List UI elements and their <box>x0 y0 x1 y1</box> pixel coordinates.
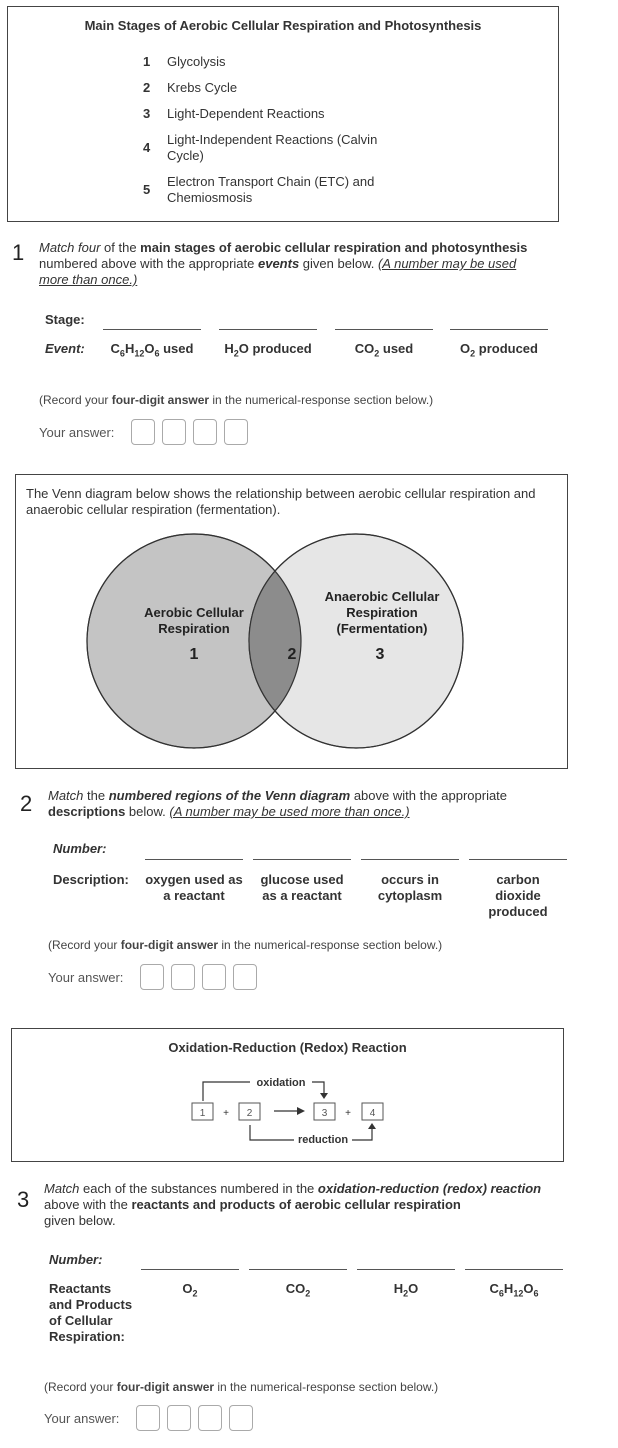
venn-left-number: 1 <box>189 646 199 663</box>
stage-item-label: Electron Transport Chain (ETC) and Chemiosmosis <box>167 174 375 205</box>
plus-sign-2: + <box>345 1108 351 1119</box>
venn-left-label-1: Aerobic Cellular <box>144 605 244 620</box>
stage-blank-1[interactable] <box>103 329 201 330</box>
record-text: (Record your <box>44 1380 117 1394</box>
redox-box-2-label: 2 <box>246 1108 253 1119</box>
answer-digit-1-3[interactable] <box>193 419 217 445</box>
answer-digit-1-1[interactable] <box>131 419 155 445</box>
reactants-products-label: Reactants and Products of Cellular Respiration: <box>49 1281 133 1344</box>
record-instruction-3 <box>44 1380 438 1394</box>
record-text: in the numerical-response section below.) <box>209 393 434 407</box>
stage-item-number: 1 <box>143 54 151 69</box>
prompt-note: (A number may be used more than once.) <box>39 256 517 287</box>
record-text: (Record your <box>39 393 112 407</box>
stage-blank-3[interactable] <box>335 329 433 330</box>
redox-box-1-label: 1 <box>199 1108 206 1119</box>
venn-right-label-2: Respiration <box>346 605 418 620</box>
answer-digit-1-2[interactable] <box>162 419 186 445</box>
prompt-text: given below. <box>299 256 378 271</box>
number-blank-2-1[interactable] <box>145 859 243 860</box>
reduction-label: reduction <box>297 1134 349 1146</box>
prompt-bold-italic: oxidation-reduction (redox) reaction <box>317 1181 542 1196</box>
number-blank-2-2[interactable] <box>253 859 351 860</box>
answer-digit-2-1[interactable] <box>140 964 164 990</box>
stage-item-number: 2 <box>143 80 151 95</box>
oxidation-label: oxidation <box>256 1077 306 1089</box>
prompt-text: numbered above with the appropriate <box>39 256 258 271</box>
stage-item-label: Krebs Cycle <box>167 80 238 95</box>
stage-item-5 <box>143 174 403 208</box>
venn-left-label-2: Respiration <box>158 621 230 636</box>
question-3-number: 3 <box>17 1187 30 1212</box>
record-bold: four-digit answer <box>111 393 210 407</box>
question-1-number: 1 <box>12 240 25 265</box>
stage-blank-4[interactable] <box>450 329 548 330</box>
event-label: Event: <box>45 341 85 356</box>
record-text: (Record your <box>48 938 121 952</box>
record-bold: four-digit answer <box>116 1380 215 1394</box>
event-co2-used: $CO_2$ used <box>354 341 414 359</box>
number-label-3: Number: <box>49 1252 103 1267</box>
record-bold: four-digit answer <box>120 938 219 952</box>
prompt-note: (A number may be used more than once.) <box>169 804 410 819</box>
stage-item-number: 3 <box>143 106 151 121</box>
stage-item-label: Light-Independent Reactions (Calvin Cycle) <box>167 132 378 163</box>
number-blank-3-4[interactable] <box>465 1269 563 1270</box>
your-answer-label-1: Your answer: <box>39 425 115 440</box>
record-instruction-2 <box>48 938 442 952</box>
number-blank-3-3[interactable] <box>357 1269 455 1270</box>
prompt-text: above with the <box>44 1197 132 1212</box>
your-answer-label-3: Your answer: <box>44 1411 120 1426</box>
question-1-prompt <box>39 240 549 288</box>
prompt-italic: Match <box>48 788 84 803</box>
stage-item-number: 4 <box>143 140 151 155</box>
prompt-text: the <box>83 788 109 803</box>
prompt-bold: descriptions <box>48 804 126 819</box>
number-blank-2-4[interactable] <box>469 859 567 860</box>
stage-item-number: 5 <box>143 182 151 197</box>
prompt-bold-italic: numbered regions of the Venn diagram <box>108 788 351 803</box>
prompt-text: above with the appropriate <box>350 788 508 803</box>
stages-title: Main Stages of Aerobic Cellular Respiration and Photosynthesis <box>84 18 482 33</box>
prompt-italic: Match four <box>39 240 101 255</box>
stage-item-4 <box>143 132 403 166</box>
event-glucose-used: $C_6H_{12}O_6$ used <box>110 341 194 359</box>
prompt-text: below. <box>125 804 170 819</box>
answer-digit-2-3[interactable] <box>202 964 226 990</box>
prompt-text: of the <box>100 240 141 255</box>
answer-digit-3-4[interactable] <box>229 1405 253 1431</box>
venn-box <box>15 474 568 769</box>
venn-mid-number: 2 <box>287 646 297 663</box>
your-answer-label-2: Your answer: <box>48 970 124 985</box>
prompt-bold-italic: events <box>257 256 300 271</box>
answer-digit-2-4[interactable] <box>233 964 257 990</box>
answer-digit-3-2[interactable] <box>167 1405 191 1431</box>
number-blank-3-2[interactable] <box>249 1269 347 1270</box>
desc-glucose-reactant: glucose used as a reactant <box>260 872 344 903</box>
stage-item-label: Glycolysis <box>167 54 226 69</box>
substance-co2: $CO_2$ <box>285 1281 311 1299</box>
answer-digit-2-2[interactable] <box>171 964 195 990</box>
event-water-produced: $H_2O$ produced <box>224 341 312 359</box>
stage-label: Stage: <box>45 312 85 327</box>
question-3-prompt <box>44 1181 559 1229</box>
record-text: in the numerical-response section below.) <box>218 938 443 952</box>
plus-sign-1: + <box>223 1108 229 1119</box>
desc-occurs-cytoplasm: occurs in cytoplasm <box>377 872 443 903</box>
description-label: Description: <box>53 872 129 887</box>
venn-right-number: 3 <box>375 646 385 663</box>
number-blank-2-3[interactable] <box>361 859 459 860</box>
reaction-arrow <box>297 1107 305 1115</box>
venn-diagram <box>16 475 567 768</box>
answer-digit-3-1[interactable] <box>136 1405 160 1431</box>
redox-box-4-label: 4 <box>369 1108 376 1119</box>
event-o2-produced: $O_2$ produced <box>460 341 538 359</box>
prompt-bold: main stages of aerobic cellular respiration and photosynthesis <box>140 240 528 255</box>
answer-digit-1-4[interactable] <box>224 419 248 445</box>
desc-oxygen-reactant: oxygen used as a reactant <box>145 872 243 903</box>
number-label-2: Number: <box>53 841 107 856</box>
stage-item-label: Light-Dependent Reactions <box>167 106 325 121</box>
redox-box <box>11 1028 564 1162</box>
prompt-italic: Match <box>44 1181 80 1196</box>
question-2-prompt <box>48 788 558 820</box>
venn-intro: The Venn diagram below shows the relationship between aerobic cellular respiration and anaerobic cellular respiration (fermentation). <box>26 486 536 517</box>
desc-co2-produced: carbon dioxide produced <box>488 872 548 919</box>
record-text: in the numerical-response section below.) <box>214 1380 439 1394</box>
redox-diagram <box>12 1029 563 1161</box>
venn-right-label-1: Anaerobic Cellular <box>324 589 440 604</box>
stage-blank-2[interactable] <box>219 329 317 330</box>
substance-o2: $O_2$ <box>182 1281 198 1299</box>
prompt-bold: reactants and products of aerobic cellular respiration <box>131 1197 461 1212</box>
substance-glucose: $C_6H_{12}O_6$ <box>489 1281 539 1299</box>
venn-right-label-3: (Fermentation) <box>336 621 428 636</box>
number-blank-3-1[interactable] <box>141 1269 239 1270</box>
redox-box-3-label: 3 <box>321 1108 328 1119</box>
record-instruction-1 <box>39 393 433 407</box>
question-2-number: 2 <box>20 791 33 816</box>
answer-digit-3-3[interactable] <box>198 1405 222 1431</box>
redox-title: Oxidation-Reduction (Redox) Reaction <box>168 1040 407 1055</box>
prompt-text: each of the substances numbered in the <box>79 1181 318 1196</box>
substance-h2o: $H_2O$ <box>393 1281 419 1299</box>
prompt-text: given below. <box>44 1213 116 1228</box>
